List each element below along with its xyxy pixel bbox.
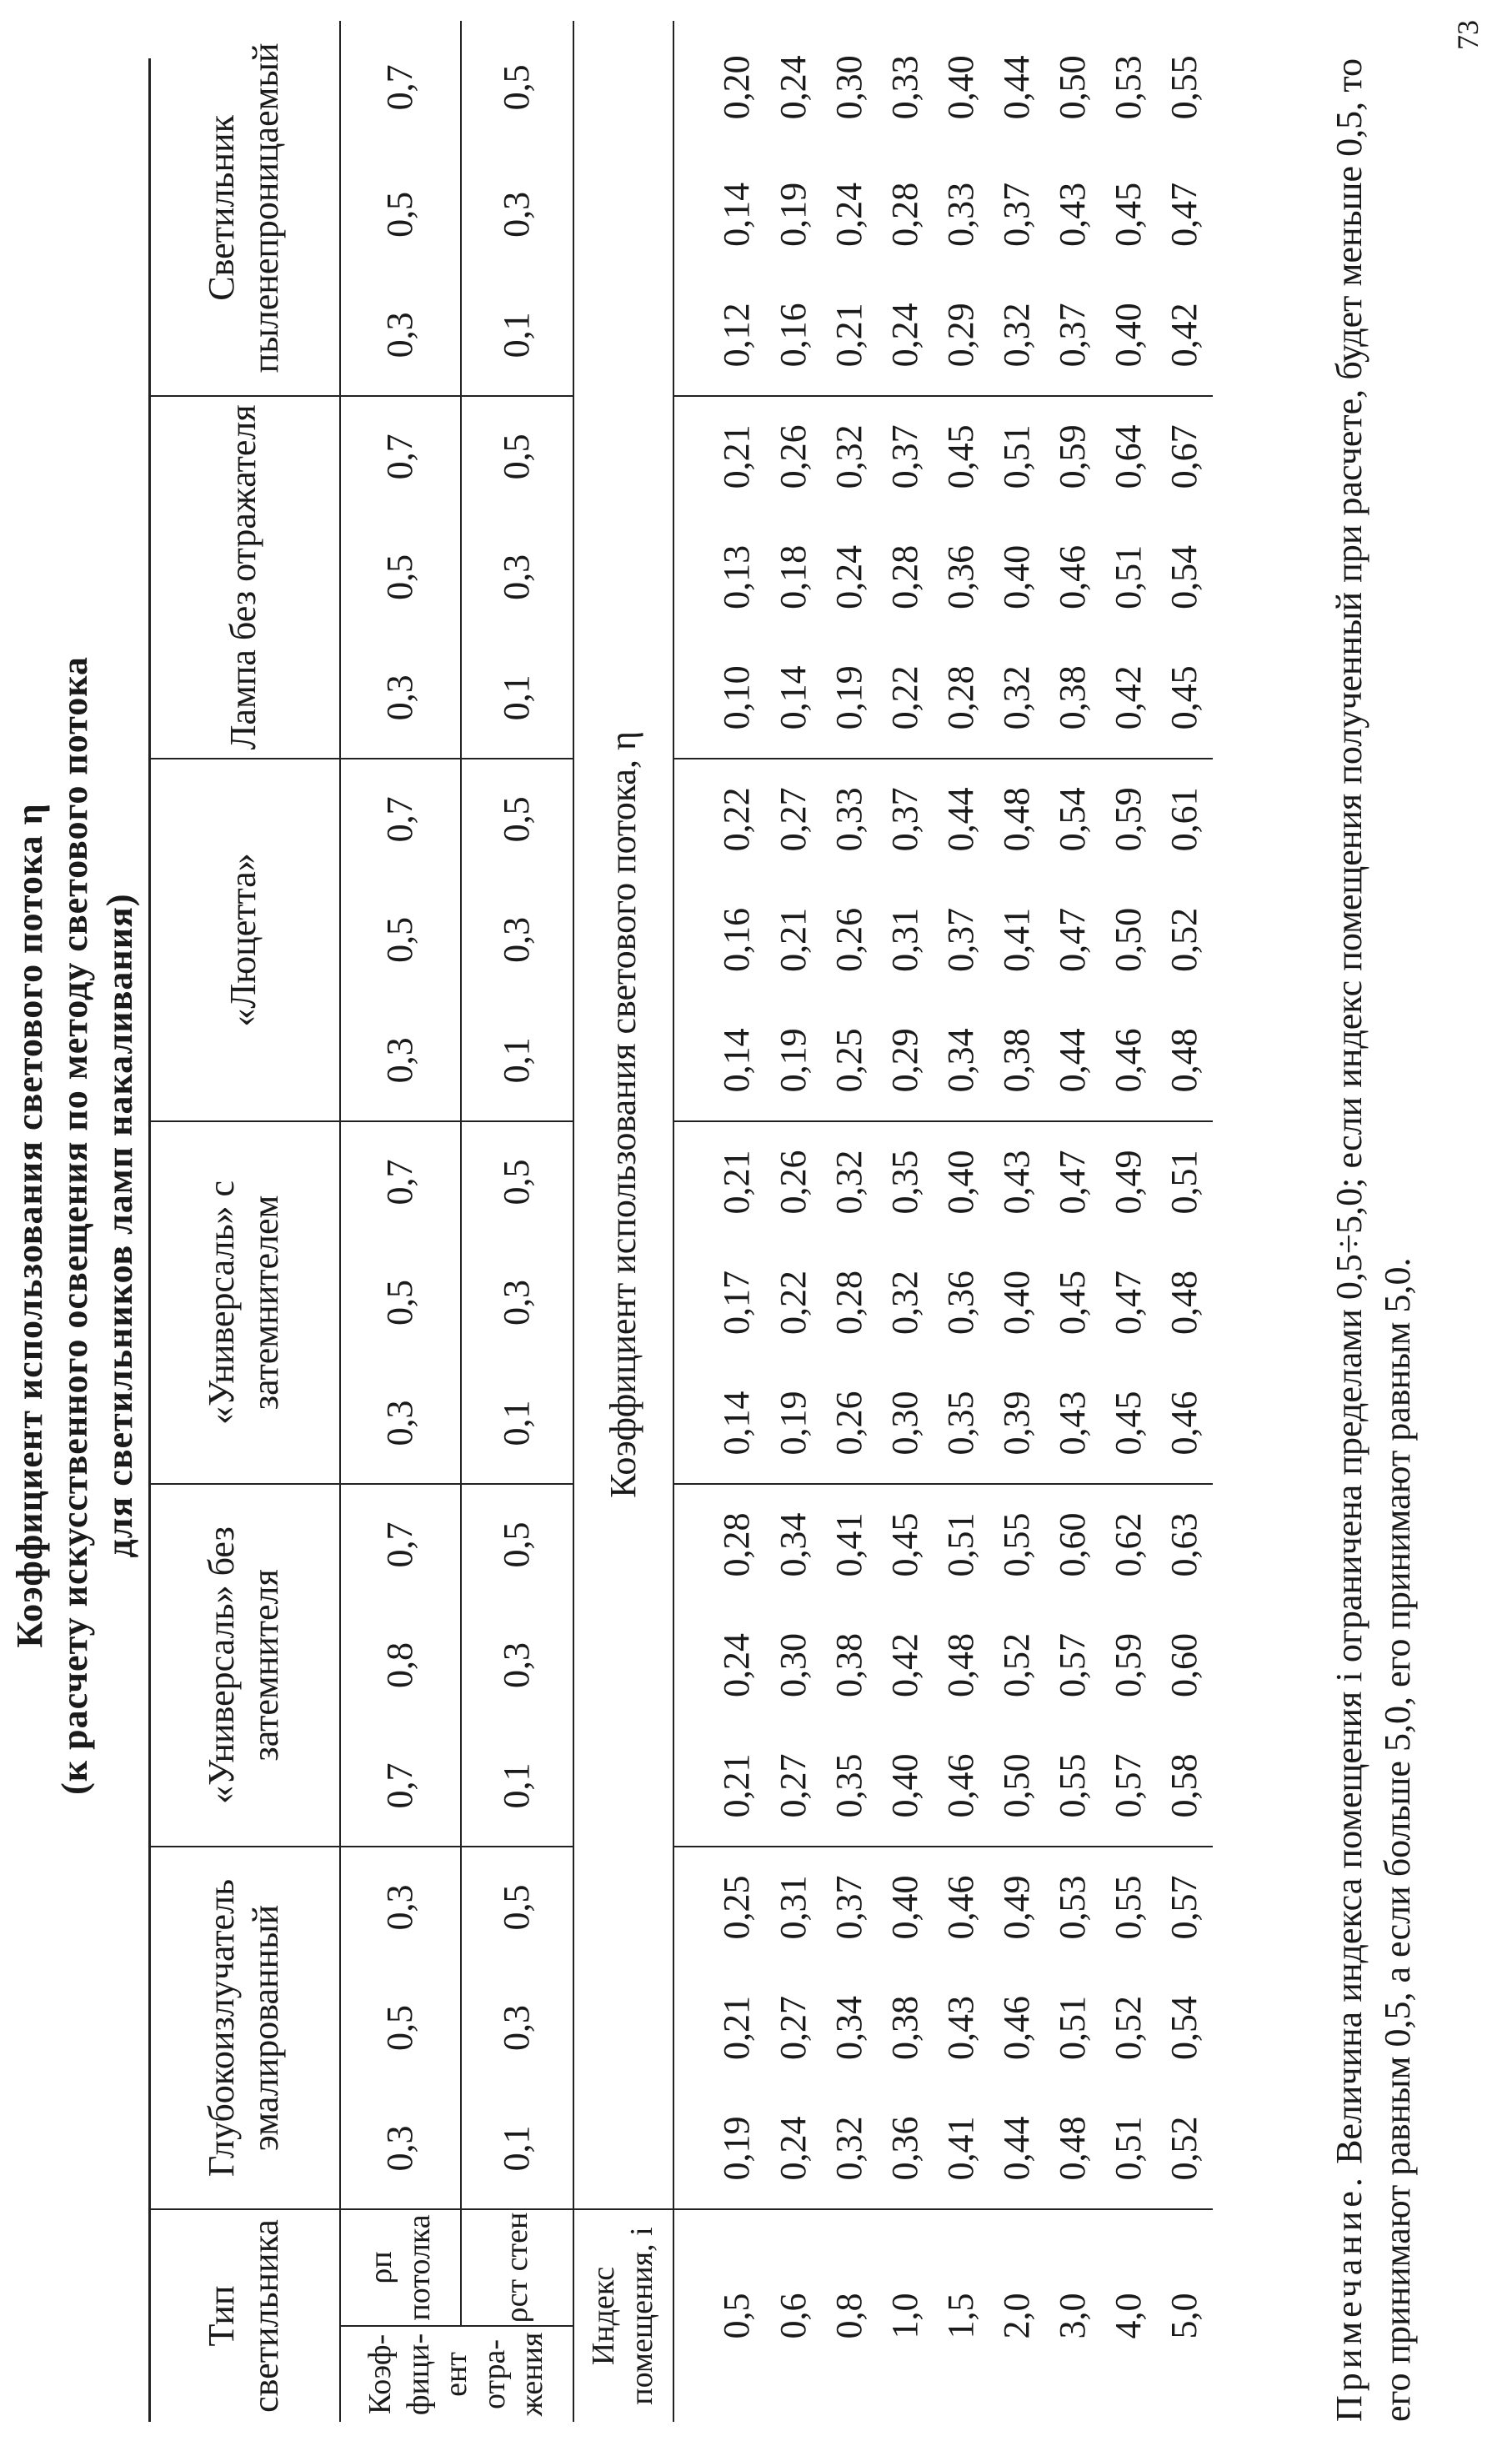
walls-value: 0,3 xyxy=(461,154,573,275)
eta-value: 0,62 xyxy=(1108,1512,1149,1577)
table-subtitle: (к расчету искусственного освещения по методу светового потока xyxy=(54,656,95,1795)
walls-value: 0,1 xyxy=(461,1363,573,1484)
walls-value: 0,3 xyxy=(461,1967,573,2088)
eta-value: 0,29 xyxy=(878,1000,934,1121)
eta-value: 0,14 xyxy=(673,1363,766,1484)
eta-value: 0,24 xyxy=(878,275,934,396)
eta-value: 0,27 xyxy=(773,787,814,852)
luminaire-name: «Универсаль» с затемнителем xyxy=(148,1121,340,1484)
table-row xyxy=(1157,21,1213,2422)
eta-value: 0,26 xyxy=(822,1363,878,1484)
eta-value: 0,63 xyxy=(1164,1512,1205,1577)
ceiling-value: 0,7 xyxy=(379,434,421,480)
eta-value: 0,48 xyxy=(996,787,1038,852)
walls-value: 0,5 xyxy=(461,21,573,154)
eta-value: 0,47 xyxy=(1164,182,1205,247)
eta-value: 0,53 xyxy=(1108,55,1149,120)
page-number: 73 xyxy=(1451,20,1484,50)
header-index-label: Индекс помещения, i xyxy=(586,2227,659,2405)
eta-value: 0,57 xyxy=(1101,1726,1157,1847)
eta-value: 0,57 xyxy=(1052,1632,1094,1697)
walls-value: 0,5 xyxy=(461,396,573,517)
eta-value: 0,21 xyxy=(773,907,814,972)
eta-value: 0,44 xyxy=(989,2088,1045,2209)
eta-value: 0,52 xyxy=(996,1632,1038,1697)
eta-value: 0,40 xyxy=(996,1270,1038,1335)
eta-value: 0,51 xyxy=(940,1512,982,1577)
eta-value: 0,19 xyxy=(673,2088,766,2209)
eta-value: 0,13 xyxy=(715,544,757,609)
walls-value: 0,5 xyxy=(461,1484,573,1605)
eta-value: 0,29 xyxy=(934,275,989,396)
eta-value: 0,21 xyxy=(822,275,878,396)
eta-value: 0,50 xyxy=(989,1726,1045,1847)
eta-value: 0,38 xyxy=(989,1000,1045,1121)
eta-value: 0,28 xyxy=(884,182,926,247)
eta-value: 0,40 xyxy=(996,544,1038,609)
walls-value: 0,5 xyxy=(461,759,573,880)
eta-value: 0,59 xyxy=(1052,424,1094,489)
ceiling-value: 0,5 xyxy=(379,191,421,238)
room-index: 1,0 xyxy=(884,2293,926,2339)
eta-value: 0,38 xyxy=(1045,638,1101,759)
eta-value: 0,27 xyxy=(773,1996,814,2060)
eta-value: 0,60 xyxy=(1052,1512,1094,1577)
eta-value: 0,40 xyxy=(884,1875,926,1940)
coefficient-table xyxy=(148,21,1213,2422)
eta-value: 0,37 xyxy=(940,907,982,972)
eta-value: 0,34 xyxy=(934,1000,989,1121)
eta-value: 0,43 xyxy=(940,1996,982,2060)
eta-value: 0,32 xyxy=(884,1270,926,1335)
eta-value: 0,24 xyxy=(766,2088,822,2209)
eta-value: 0,21 xyxy=(715,1996,757,2060)
eta-value: 0,57 xyxy=(1164,1875,1205,1940)
eta-value: 0,37 xyxy=(884,787,926,852)
eta-value: 0,38 xyxy=(884,1996,926,2060)
table-row xyxy=(673,21,766,2422)
luminaire-name: Светильник пыленепроницаемый xyxy=(148,21,340,396)
eta-value: 0,48 xyxy=(1164,1270,1205,1335)
table-row xyxy=(1101,21,1157,2422)
room-index: 5,0 xyxy=(1164,2293,1205,2339)
eta-value: 0,61 xyxy=(1164,787,1205,852)
note-prefix: Примечание. xyxy=(1329,2173,1369,2422)
eta-value: 0,54 xyxy=(1052,787,1094,852)
eta-value: 0,25 xyxy=(715,1875,757,1940)
eta-value: 0,25 xyxy=(822,1000,878,1121)
eta-value: 0,51 xyxy=(1101,2088,1157,2209)
room-index: 4,0 xyxy=(1108,2293,1149,2339)
eta-value: 0,48 xyxy=(1045,2088,1101,2209)
eta-value: 0,10 xyxy=(673,638,766,759)
eta-value: 0,14 xyxy=(715,182,757,247)
ceiling-value: 0,3 xyxy=(379,1884,421,1931)
eta-value: 0,22 xyxy=(878,638,934,759)
ceiling-value: 0,7 xyxy=(379,1521,421,1568)
eta-value: 0,32 xyxy=(822,2088,878,2209)
eta-value: 0,30 xyxy=(773,1632,814,1697)
eta-value: 0,31 xyxy=(773,1875,814,1940)
eta-value: 0,44 xyxy=(996,55,1038,120)
eta-value: 0,43 xyxy=(996,1150,1038,1215)
eta-value: 0,45 xyxy=(940,424,982,489)
eta-value: 0,39 xyxy=(989,1363,1045,1484)
eta-value: 0,32 xyxy=(989,638,1045,759)
ceiling-value: 0,3 xyxy=(340,1000,461,1121)
header-coef-label: Коэф-фици-ент отра-жения xyxy=(363,2332,550,2417)
eta-value: 0,41 xyxy=(996,907,1038,972)
eta-value: 0,36 xyxy=(940,1270,982,1335)
table-title: Коэффициент использования светового потока η xyxy=(9,803,50,1648)
room-index: 3,0 xyxy=(1052,2293,1094,2339)
eta-value: 0,40 xyxy=(940,1150,982,1215)
ceiling-value: 0,5 xyxy=(379,2005,421,2051)
eta-value: 0,59 xyxy=(1108,1632,1149,1697)
ceiling-value: 0,5 xyxy=(379,916,421,963)
ceiling-value: 0,5 xyxy=(379,1279,421,1326)
eta-value: 0,26 xyxy=(773,424,814,489)
eta-value: 0,55 xyxy=(1045,1726,1101,1847)
eta-value: 0,58 xyxy=(1157,1726,1213,1847)
eta-value: 0,45 xyxy=(1157,638,1213,759)
eta-value: 0,21 xyxy=(715,1150,757,1215)
eta-value: 0,16 xyxy=(715,907,757,972)
note-text: Величина индекса помещения i ограничена пределами 0,5÷5,0; если индекс помещения полученный при расчете, будет меньше 0,5, то его принимают равным 0,5, а если больше 5,0, его принимают равным 5,0. xyxy=(1329,58,1418,2422)
eta-value: 0,24 xyxy=(829,182,870,247)
eta-value: 0,33 xyxy=(884,55,926,120)
eta-value: 0,36 xyxy=(940,544,982,609)
table-row xyxy=(878,21,934,2422)
eta-value: 0,21 xyxy=(673,1726,766,1847)
eta-value: 0,37 xyxy=(829,1875,870,1940)
eta-value: 0,45 xyxy=(1101,1363,1157,1484)
eta-value: 0,52 xyxy=(1157,2088,1213,2209)
eta-value: 0,14 xyxy=(766,638,822,759)
eta-value: 0,46 xyxy=(940,1875,982,1940)
eta-value: 0,19 xyxy=(773,182,814,247)
eta-value: 0,46 xyxy=(1052,544,1094,609)
eta-value: 0,16 xyxy=(766,275,822,396)
eta-value: 0,21 xyxy=(715,424,757,489)
eta-value: 0,50 xyxy=(1052,55,1094,120)
eta-value: 0,12 xyxy=(673,275,766,396)
eta-value: 0,20 xyxy=(715,55,757,120)
eta-value: 0,52 xyxy=(1164,907,1205,972)
eta-value: 0,51 xyxy=(996,424,1038,489)
eta-value: 0,45 xyxy=(884,1512,926,1577)
header-walls-label: ρст стен xyxy=(461,2209,573,2326)
eta-value: 0,51 xyxy=(1052,1996,1094,2060)
room-index: 0,5 xyxy=(715,2293,757,2339)
eta-value: 0,37 xyxy=(884,424,926,489)
eta-value: 0,67 xyxy=(1164,424,1205,489)
luminaire-name: «Универсаль» без затемнителя xyxy=(148,1484,340,1847)
eta-value: 0,35 xyxy=(934,1363,989,1484)
table-row xyxy=(1045,21,1101,2422)
header-ceiling-label: ρп потолка xyxy=(340,2209,461,2326)
ceiling-value: 0,7 xyxy=(379,64,421,111)
ceiling-value: 0,3 xyxy=(340,275,461,396)
eta-value: 0,31 xyxy=(884,907,926,972)
walls-value: 0,3 xyxy=(461,1242,573,1363)
eta-value: 0,45 xyxy=(1108,182,1149,247)
eta-value: 0,24 xyxy=(773,55,814,120)
eta-value: 0,46 xyxy=(996,1996,1038,2060)
table-row xyxy=(822,21,878,2422)
eta-value: 0,18 xyxy=(773,544,814,609)
table-row xyxy=(989,21,1045,2422)
eta-value: 0,47 xyxy=(1108,1270,1149,1335)
eta-value: 0,35 xyxy=(822,1726,878,1847)
eta-value: 0,46 xyxy=(1157,1363,1213,1484)
eta-value: 0,40 xyxy=(878,1726,934,1847)
eta-value: 0,52 xyxy=(1108,1996,1149,2060)
eta-value: 0,49 xyxy=(996,1875,1038,1940)
ceiling-value: 0,3 xyxy=(340,638,461,759)
eta-value: 0,37 xyxy=(1045,275,1101,396)
ceiling-value: 0,8 xyxy=(379,1642,421,1688)
luminaire-name: «Люцетта» xyxy=(148,759,340,1121)
table-row xyxy=(934,21,989,2422)
eta-value: 0,33 xyxy=(829,787,870,852)
eta-value: 0,30 xyxy=(878,1363,934,1484)
eta-value: 0,49 xyxy=(1108,1150,1149,1215)
eta-value: 0,55 xyxy=(1164,55,1205,120)
eta-value: 0,32 xyxy=(829,1150,870,1215)
eta-value: 0,41 xyxy=(829,1512,870,1577)
eta-value: 0,30 xyxy=(829,55,870,120)
eta-value: 0,44 xyxy=(940,787,982,852)
eta-value: 0,54 xyxy=(1164,1996,1205,2060)
eta-value: 0,48 xyxy=(940,1632,982,1697)
eta-value: 0,33 xyxy=(940,182,982,247)
ceiling-value: 0,3 xyxy=(340,2088,461,2209)
eta-value: 0,27 xyxy=(766,1726,822,1847)
eta-value: 0,22 xyxy=(773,1270,814,1335)
ceiling-value: 0,7 xyxy=(340,1726,461,1847)
ceiling-value: 0,7 xyxy=(379,1159,421,1205)
luminaire-name: Глубокоизлучатель эмалированный xyxy=(148,1847,340,2209)
eta-value: 0,38 xyxy=(829,1632,870,1697)
walls-value: 0,5 xyxy=(461,1847,573,1967)
eta-value: 0,40 xyxy=(1101,275,1157,396)
eta-value: 0,14 xyxy=(673,1000,766,1121)
eta-value: 0,47 xyxy=(1052,1150,1094,1215)
eta-value: 0,42 xyxy=(1101,638,1157,759)
eta-value: 0,42 xyxy=(1157,275,1213,396)
eta-value: 0,28 xyxy=(715,1512,757,1577)
room-index: 0,8 xyxy=(829,2293,870,2339)
eta-value: 0,42 xyxy=(884,1632,926,1697)
eta-value: 0,19 xyxy=(766,1000,822,1121)
eta-value: 0,64 xyxy=(1108,424,1149,489)
walls-value: 0,3 xyxy=(461,517,573,638)
eta-value: 0,48 xyxy=(1157,1000,1213,1121)
eta-value: 0,34 xyxy=(773,1512,814,1577)
eta-value: 0,40 xyxy=(940,55,982,120)
eta-value: 0,45 xyxy=(1052,1270,1094,1335)
eta-value: 0,47 xyxy=(1052,907,1094,972)
eta-value: 0,43 xyxy=(1045,1363,1101,1484)
eta-value: 0,28 xyxy=(884,544,926,609)
eta-value: 0,28 xyxy=(829,1270,870,1335)
eta-value: 0,32 xyxy=(989,275,1045,396)
ceiling-value: 0,7 xyxy=(379,796,421,843)
eta-value: 0,44 xyxy=(1045,1000,1101,1121)
eta-value: 0,60 xyxy=(1164,1632,1205,1697)
room-index: 0,6 xyxy=(773,2293,814,2339)
walls-value: 0,1 xyxy=(461,1726,573,1847)
walls-value: 0,5 xyxy=(461,1121,573,1242)
room-index: 2,0 xyxy=(996,2293,1038,2339)
eta-value: 0,43 xyxy=(1052,182,1094,247)
eta-value: 0,59 xyxy=(1108,787,1149,852)
eta-value: 0,55 xyxy=(996,1512,1038,1577)
eta-value: 0,22 xyxy=(715,787,757,852)
ceiling-value: 0,5 xyxy=(379,554,421,600)
eta-value: 0,51 xyxy=(1108,544,1149,609)
eta-value: 0,24 xyxy=(829,544,870,609)
eta-value: 0,26 xyxy=(773,1150,814,1215)
walls-value: 0,1 xyxy=(461,275,573,396)
header-type-label: Тип светильника xyxy=(200,2219,286,2413)
eta-value: 0,54 xyxy=(1164,544,1205,609)
table-subtitle-2: для светильников ламп накаливания) xyxy=(99,893,140,1558)
eta-value: 0,36 xyxy=(878,2088,934,2209)
walls-value: 0,1 xyxy=(461,638,573,759)
eta-value: 0,53 xyxy=(1052,1875,1094,1940)
eta-value: 0,28 xyxy=(934,638,989,759)
eta-value: 0,34 xyxy=(829,1996,870,2060)
eta-value: 0,24 xyxy=(715,1632,757,1697)
eta-value: 0,41 xyxy=(934,2088,989,2209)
ceiling-value: 0,3 xyxy=(340,1363,461,1484)
eta-value: 0,19 xyxy=(766,1363,822,1484)
walls-value: 0,1 xyxy=(461,1000,573,1121)
eta-value: 0,46 xyxy=(934,1726,989,1847)
header-eta-label: Коэффициент использования светового потока, η xyxy=(573,21,673,2209)
eta-value: 0,37 xyxy=(996,182,1038,247)
table-note xyxy=(1325,58,1422,2422)
eta-value: 0,26 xyxy=(829,907,870,972)
luminaire-name: Лампа без отражателя xyxy=(148,396,340,759)
eta-value: 0,17 xyxy=(715,1270,757,1335)
eta-value: 0,32 xyxy=(829,424,870,489)
room-index: 1,5 xyxy=(940,2293,982,2339)
eta-value: 0,50 xyxy=(1108,907,1149,972)
eta-value: 0,46 xyxy=(1101,1000,1157,1121)
eta-value: 0,19 xyxy=(822,638,878,759)
walls-value: 0,3 xyxy=(461,880,573,1000)
eta-value: 0,51 xyxy=(1164,1150,1205,1215)
walls-value: 0,1 xyxy=(461,2088,573,2209)
eta-value: 0,35 xyxy=(884,1150,926,1215)
walls-value: 0,3 xyxy=(461,1605,573,1726)
table-row xyxy=(766,21,822,2422)
eta-value: 0,55 xyxy=(1108,1875,1149,1940)
